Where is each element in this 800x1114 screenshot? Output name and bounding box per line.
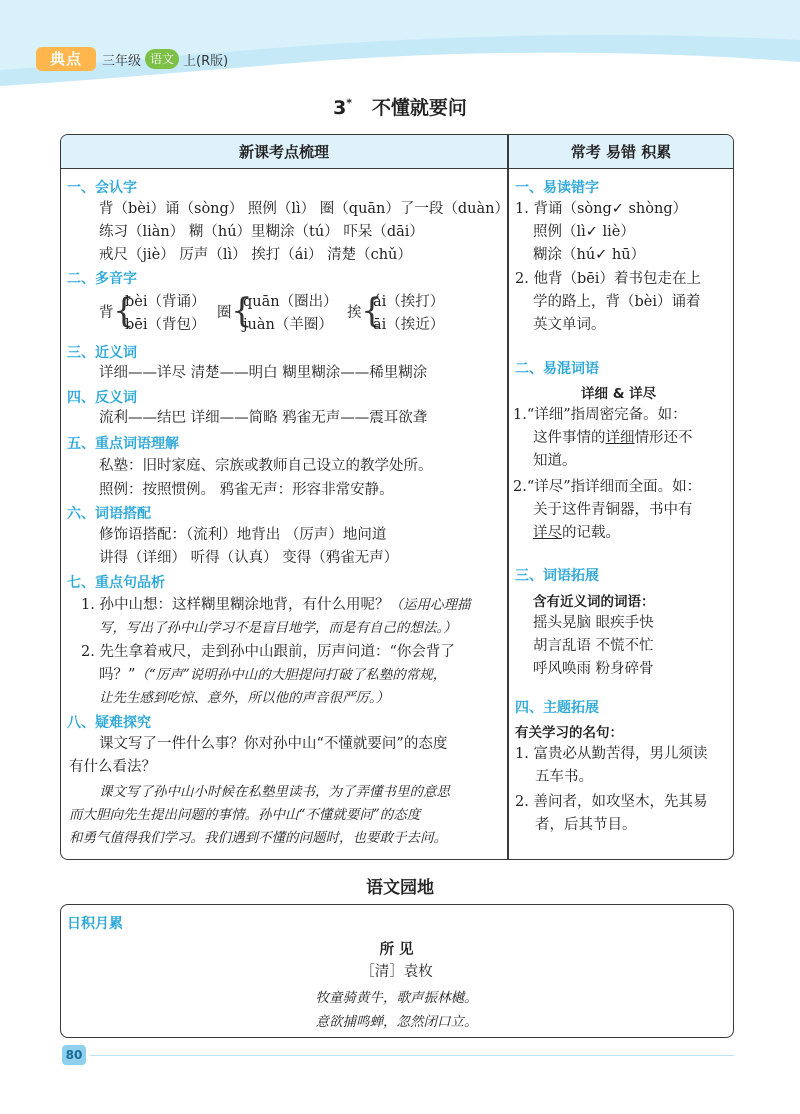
- garden-heading: 语文园地: [366, 878, 434, 898]
- section-title: 二、多音字: [67, 271, 137, 287]
- text-line: 五车书。: [535, 769, 593, 785]
- main-summary-box: [60, 134, 734, 860]
- section-title: 一、会认字: [67, 180, 137, 196]
- text-line: 关于这件青铜器，书中有: [533, 502, 693, 518]
- text-line: 胡言乱语 不慌不忙: [533, 638, 654, 654]
- text-line: 这件事情的详细情形还不: [533, 430, 693, 446]
- brace-icon: {: [361, 291, 383, 331]
- subsection-title: 有关学习的名句：: [515, 725, 623, 741]
- poem-line: 牧童骑黄牛，歌声振林樾。: [315, 990, 478, 1006]
- section-title: 六、词语搭配: [67, 506, 151, 522]
- poem-title: 所 见: [379, 942, 414, 958]
- section-title: 三、词语拓展: [515, 568, 599, 584]
- edition-label: 上(R版): [183, 53, 229, 69]
- section-title: 四、反义词: [67, 390, 137, 406]
- text-line: 课文写了一件什么事？你对孙中山“不懂就要问”的态度: [99, 736, 448, 752]
- text-line: 有什么看法？: [69, 759, 156, 775]
- text-line: 1. 富贵必从勤苦得，男儿须读: [515, 746, 708, 762]
- book-badge: [36, 46, 228, 72]
- section-title: 二、易混词语: [515, 361, 599, 377]
- left-column-heading: 新课考点梳理: [61, 135, 507, 169]
- text-line: 英文单词。: [533, 317, 606, 333]
- section-title: 七、重点句品析: [67, 575, 165, 591]
- text-line: 摇头晃脑 眼疾手快: [533, 615, 654, 631]
- column-divider: [507, 135, 509, 859]
- text-line: 呼风唤雨 粉身碎骨: [533, 661, 654, 677]
- text-line: 1. 孙中山想：这样糊里糊涂地背，有什么用呢？（运用心理描: [81, 597, 471, 613]
- text-line: 知道。: [533, 453, 577, 469]
- text-line: 流利——结巴 详细——简略 鸦雀无声——震耳欲聋: [99, 410, 428, 426]
- garden-box: [60, 904, 734, 1038]
- poem-line: 意欲捕鸣蝉，忽然闭口立。: [315, 1014, 478, 1030]
- text-line: 练习（liàn） 糊（hú）里糊涂（tú） 吓呆（dāi）: [99, 224, 424, 240]
- text-line: 糊涂（hú✓ hū）: [533, 247, 646, 263]
- text-line: 和勇气值得我们学习。我们遇到不懂的问题时，也要敢于去问。: [69, 830, 447, 846]
- text-line: 照例（lì✓ liè）: [533, 224, 635, 240]
- text-line: 详细——详尽 清楚——明白 糊里糊涂——稀里糊涂: [99, 365, 428, 381]
- text-line: 照例：按照惯例。 鸦雀无声：形容非常安静。: [99, 482, 394, 498]
- section-title: 一、易读错字: [515, 180, 599, 196]
- section-title: 日积月累: [67, 916, 123, 932]
- text-line: 背（bèi）诵（sòng） 照例（lì） 圈（quān）了一段（duàn）: [99, 201, 509, 217]
- header-band: [0, 0, 800, 96]
- text-line: 而大胆向先生提出问题的事情。孙中山“不懂就要问”的态度: [69, 807, 421, 823]
- page-number: 80: [62, 1045, 86, 1065]
- text-line: 吗？”（“厉声”说明孙中山的大胆提问打破了私塾的常规，: [99, 667, 447, 683]
- text-line: 详尽的记载。: [533, 525, 620, 541]
- poem-author: ［清］袁枚: [360, 964, 433, 980]
- text-line: 2.“详尽”指详细而全面。如：: [513, 479, 702, 495]
- text-line: 学的路上，背（bèi）诵着: [533, 294, 701, 310]
- text-line: āi（挨近）: [373, 317, 445, 333]
- text-line: 2. 他背（bēi）着书包走在上: [515, 271, 701, 287]
- text-line: 修饰语搭配：（流利）地背出 （厉声）地问道: [99, 527, 387, 543]
- text-line: ái（挨打）: [373, 294, 445, 310]
- subsection-title: 详细 & 详尽: [581, 386, 657, 402]
- text-line: 让先生感到吃惊、意外，所以他的声音很严厉。）: [99, 690, 390, 706]
- grade-label: 三年级: [102, 53, 142, 69]
- subsection-title: 含有近义词的词语：: [533, 594, 655, 610]
- polyphone-char: 挨: [347, 305, 362, 321]
- brace-icon: {: [113, 291, 135, 331]
- text-line: 讲得（详细） 听得（认真） 变得（鸦雀无声）: [99, 550, 399, 566]
- underlined-word: 详尽: [533, 525, 562, 541]
- text-line: 2. 善问者，如攻坚木，先其易: [515, 794, 708, 810]
- text-line: juàn（羊圈）: [243, 317, 333, 333]
- right-column-heading: 常考 易错 积累: [509, 135, 733, 169]
- brand-logo: 典点: [36, 47, 96, 71]
- text-line: 2. 先生拿着戒尺，走到孙中山跟前，厉声问道：“你会背了: [81, 644, 455, 660]
- text-line: quān（圈出）: [243, 294, 338, 310]
- section-title: 八、疑难探究: [67, 715, 151, 731]
- text-line: 私塾：旧时家庭、宗族或教师自己设立的教学处所。: [99, 458, 433, 474]
- subject-pill: 语文: [145, 49, 179, 69]
- section-title: 四、主题拓展: [515, 700, 599, 716]
- lesson-name: 不懂就要问: [371, 97, 467, 119]
- text-line: 1.“详细”指周密完备。如：: [513, 407, 687, 423]
- text-line: 者，后其节目。: [535, 817, 637, 833]
- underlined-word: 详细: [605, 430, 635, 446]
- text-line: 戒尺（jiè） 厉声（lì） 挨打（ái） 清楚（chǔ）: [99, 247, 412, 263]
- text-line: 1. 背诵（sòng✓ shòng）: [515, 201, 688, 217]
- polyphone-char: 背: [99, 305, 114, 321]
- section-title: 五、重点词语理解: [67, 436, 179, 452]
- footer-rule: [90, 1055, 734, 1056]
- text-line: 写，写出了孙中山学习不是盲目地学，而是有自己的想法。）: [99, 620, 457, 636]
- polyphone-char: 圈: [217, 305, 232, 321]
- lesson-title: [0, 93, 800, 120]
- text-line: bēi（背包）: [125, 317, 206, 333]
- lesson-number: 3*: [333, 96, 353, 119]
- text-line: bèi（背诵）: [125, 294, 206, 310]
- text-line: 课文写了孙中山小时候在私塾里读书，为了弄懂书里的意思: [99, 784, 450, 800]
- section-title: 三、近义词: [67, 345, 137, 361]
- brace-icon: {: [231, 291, 253, 331]
